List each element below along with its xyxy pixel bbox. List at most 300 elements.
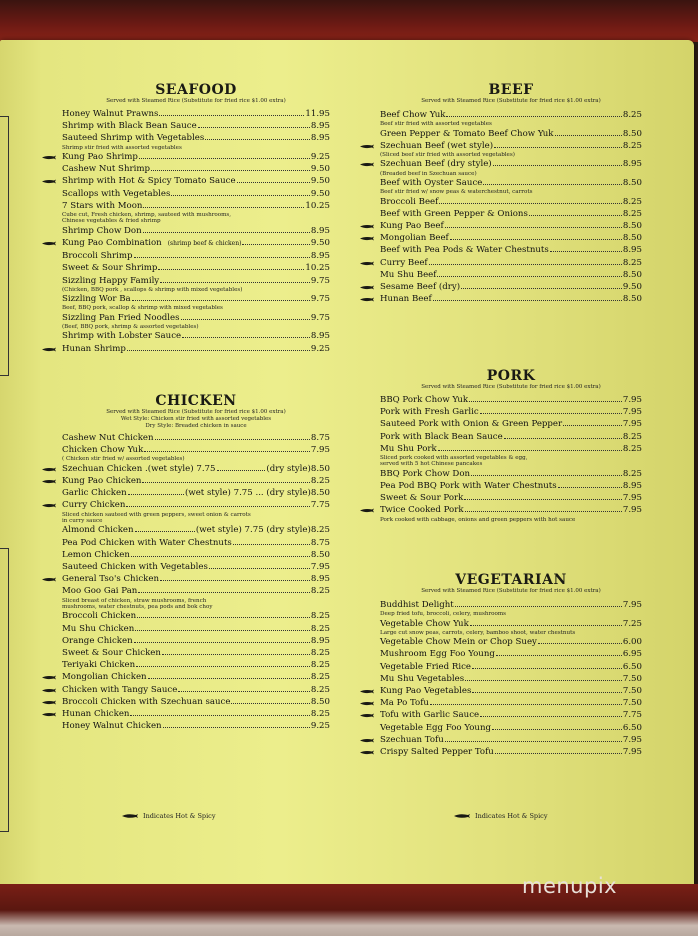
leader-dots	[132, 300, 310, 301]
menu-item	[380, 599, 642, 611]
leader-dots	[495, 753, 622, 754]
menu-item-name: Sweet & Sour Shrimp	[62, 263, 158, 274]
menu-item-price: 6.00	[622, 637, 642, 648]
menu-item	[62, 262, 330, 274]
hot-legend-label: Indicates Hot & Spicy	[143, 812, 216, 820]
leader-dots	[205, 139, 310, 140]
menu-item-name: Shrimp Chow Don	[62, 225, 142, 236]
menu-item	[62, 671, 330, 683]
leader-dots	[151, 170, 310, 171]
leader-dots	[242, 244, 309, 245]
menu-item-description: (Chicken, BBQ pork , scallops & shrimp with mixed vegetables)	[62, 286, 243, 293]
menu-item-price: 9.50	[310, 164, 330, 175]
menu-item-price: 8.95	[310, 251, 330, 262]
menu-item	[380, 269, 642, 281]
menu-item-name: Chicken with Tangy Sauce	[62, 684, 178, 695]
menu-item-style-option: (dry style)	[266, 463, 311, 474]
menu-item	[62, 225, 330, 237]
leader-dots	[181, 319, 310, 320]
leader-dots	[450, 239, 622, 240]
chili-pepper-icon	[360, 144, 374, 149]
menu-item-name: Hunan Shrimp	[62, 343, 126, 354]
leader-dots	[237, 182, 310, 183]
leader-dots	[155, 439, 310, 440]
leader-dots	[135, 630, 310, 631]
menu-item-price: 8.75	[310, 433, 330, 443]
seafood-items	[62, 108, 330, 355]
leader-dots	[198, 127, 310, 128]
menu-item-description: served with 5 hot Chinese pancakes	[380, 461, 483, 468]
menu-item-price: 8.25	[310, 476, 330, 487]
menu-item	[62, 684, 330, 696]
menu-item-price: 7.50	[622, 673, 642, 684]
menu-item-price: 7.50	[622, 698, 642, 709]
leader-dots	[446, 116, 621, 117]
menu-item	[62, 250, 330, 262]
menu-item-price: 8.50	[622, 294, 642, 305]
leader-dots	[130, 715, 309, 716]
menu-item-description: Beef stir fried w/ snow peas & waterchestnut, carrots	[380, 189, 533, 196]
section-note: Wet Style: Chicken stir fried with assorted vegetables	[120, 416, 272, 422]
menu-item-name: Buddhist Delight	[380, 600, 454, 610]
menu-item-name: Szechuan Chicken .(wet style) 7.75	[62, 463, 216, 474]
menu-item	[62, 708, 330, 720]
menu-item-price: 8.25	[310, 586, 330, 597]
menu-item-price: 8.95	[622, 481, 642, 492]
menu-item	[380, 468, 642, 480]
menu-item-price: 7.95	[622, 747, 642, 758]
menu-item	[380, 140, 642, 152]
menu-item	[62, 487, 330, 499]
menu-item-price: 8.50	[310, 549, 330, 560]
chili-pepper-icon	[42, 688, 56, 693]
menu-item-name: Mu Shu Chicken	[62, 623, 135, 634]
watermark: menupix	[522, 874, 618, 898]
menu-item	[380, 406, 642, 418]
menu-item-price: 8.95	[310, 574, 330, 585]
left-page-edge-box	[0, 116, 9, 376]
menu-item-price: 8.25	[310, 611, 330, 622]
menu-item	[62, 549, 330, 561]
leader-dots	[159, 115, 304, 116]
menu-item-name: Shrimp with Black Bean Sauce	[62, 121, 197, 132]
leader-dots	[135, 531, 195, 532]
menu-item-price: 8.25	[622, 468, 642, 479]
menu-item-name: Teriyaki Chicken	[62, 660, 136, 671]
menu-item-name: Curry Beef	[380, 257, 428, 268]
chili-pepper-icon	[42, 675, 56, 680]
menu-item-description: (Beef, BBQ pork, shrimp & assorted vegetables)	[62, 324, 199, 331]
menu-item-name: Chicken Chow Yuk	[62, 445, 144, 456]
menu-item-name: Hunan Beef	[380, 294, 432, 305]
menu-item	[62, 463, 330, 475]
menu-item-price: 8.95	[310, 331, 330, 342]
menu-item-description: Large cut snow peas, carrots, celery, bamboo shoot, water chestnuts	[380, 629, 576, 636]
chili-pepper-icon	[42, 347, 56, 352]
chili-pepper-icon	[42, 479, 56, 484]
menu-item-price: 8.75	[310, 537, 330, 548]
menu-item	[380, 618, 642, 630]
menu-item-name: Mu Shu Vegetables	[380, 673, 465, 684]
menu-item-price: 8.50	[622, 269, 642, 280]
beef-items	[380, 109, 642, 305]
menu-item-price: 8.25	[310, 623, 330, 634]
leader-dots	[529, 215, 622, 216]
menu-item-name: 7 Stars with Moon	[62, 200, 143, 211]
chili-pepper-icon	[360, 750, 374, 755]
menu-item	[380, 244, 642, 256]
menu-item	[62, 659, 330, 671]
chili-pepper-icon	[42, 503, 56, 508]
leader-dots	[493, 165, 622, 166]
chili-pepper-icon	[122, 813, 138, 819]
leader-dots	[144, 451, 310, 452]
menu-item-name: Broccoli Chicken	[62, 611, 137, 622]
leader-dots	[558, 487, 622, 488]
chili-pepper-icon	[42, 241, 56, 246]
leader-dots	[445, 227, 622, 228]
menu-item-name: Almond Chicken	[62, 525, 134, 536]
menu-item	[62, 151, 330, 163]
chili-pepper-icon	[42, 577, 56, 582]
menu-item-price: 8.95	[310, 133, 330, 144]
menu-item-price: 8.50	[310, 696, 330, 707]
menu-item-price: 8.25	[622, 431, 642, 442]
menu-item	[380, 257, 642, 269]
menu-item-price: 7.25	[622, 618, 642, 629]
menu-item	[62, 696, 330, 708]
menu-item-name: Sauteed Shrimp with Vegetables	[62, 133, 205, 144]
leader-dots	[160, 282, 310, 283]
menu-item-price: 8.50	[622, 128, 642, 139]
menu-item-style-option: (wet style) 7.75 (dry style)	[195, 525, 311, 536]
chili-pepper-icon	[360, 297, 374, 302]
menu-item-name: Orange Chicken	[62, 635, 133, 646]
menu-item	[380, 281, 642, 293]
menu-item-description: Deep fried tofu, broccoli, celery, mushrooms	[380, 611, 507, 618]
menu-item-price: 10.25	[305, 200, 330, 211]
leader-dots	[143, 207, 304, 208]
menu-item-name: Beef Chow Yuk	[380, 110, 446, 120]
menu-item-name: BBQ Pork Chow Yuk	[380, 395, 469, 405]
leader-dots	[483, 184, 622, 185]
menu-item-price: 6.50	[622, 722, 642, 733]
menu-item-price: 7.95	[310, 445, 330, 456]
menu-item	[380, 177, 642, 189]
menu-item-name: Cashew Nut Shrimp	[62, 164, 150, 175]
menu-item-name: Curry Chicken	[62, 500, 126, 511]
menu-item-price: 10.25	[305, 263, 330, 274]
menu-item-name: Twice Cooked Pork	[380, 505, 464, 516]
menu-item-name: Honey Walnut Prawns	[62, 109, 159, 119]
menu-item-name: Hunan Chicken	[62, 709, 130, 720]
menu-item	[62, 343, 330, 355]
menu-item-name: Pea Pod BBQ Pork with Water Chestnuts	[380, 481, 557, 492]
leader-dots	[160, 580, 310, 581]
menu-item-name: Kung Pao Shrimp	[62, 152, 138, 163]
menu-item-price: 8.50	[310, 488, 330, 499]
menu-item	[62, 623, 330, 635]
menu-item-name: Kung Pao Vegetables	[380, 686, 472, 697]
leader-dots	[538, 643, 622, 644]
leader-dots	[563, 425, 622, 426]
menu-item-price: 9.75	[310, 294, 330, 305]
menu-item	[380, 208, 642, 220]
menu-item	[62, 188, 330, 200]
chili-pepper-icon	[42, 179, 56, 184]
menu-item-name: Sesame Beef (dry)	[380, 282, 461, 293]
menu-item-name: Honey Walnut Chicken	[62, 721, 162, 732]
menu-item	[380, 418, 642, 430]
menu-item-price: 7.95	[622, 419, 642, 430]
menu-item-name: Ma Po Tofu	[380, 698, 429, 709]
menu-item	[62, 573, 330, 585]
menu-item	[62, 237, 330, 250]
menu-item	[62, 499, 330, 511]
menu-item-price: 7.95	[622, 395, 642, 405]
menu-item	[380, 196, 642, 208]
menu-item-name: Broccoli Shrimp	[62, 251, 133, 262]
hot-legend	[122, 812, 216, 820]
chili-pepper-icon	[42, 155, 56, 160]
hot-legend	[454, 812, 548, 820]
menu-item-price: 11.95	[305, 109, 330, 119]
menu-item-name: General Tso's Chicken	[62, 574, 159, 585]
menu-item	[380, 697, 642, 709]
menu-item	[62, 175, 330, 187]
menu-item-price: 8.95	[622, 245, 642, 256]
menu-item-price: 8.25	[310, 672, 330, 683]
menu-item-name: Kung Pao Combination	[62, 238, 162, 249]
section-note: Served with Steamed Rice (Substitute for fried rice $1.00 extra)	[106, 98, 286, 104]
menu-item-price: 8.25	[622, 257, 642, 268]
menu-item-description: ( Chicken stir fried w/ assorted vegetables)	[62, 456, 185, 463]
leader-dots	[178, 691, 310, 692]
menu-item-name: Sizzling Pan Fried Noodles	[62, 312, 180, 323]
leader-dots	[429, 264, 622, 265]
menu-item-description: Sliced chicken sauteed with green peppers, sweet onion & carrots	[62, 511, 251, 518]
menu-item-name: Kung Pao Beef	[380, 221, 444, 232]
leader-dots	[148, 678, 310, 679]
leader-dots	[480, 413, 622, 414]
menu-item-price: 8.25	[622, 196, 642, 207]
chili-pepper-icon	[360, 713, 374, 718]
menu-item-price: 8.25	[622, 140, 642, 151]
chili-pepper-icon	[360, 224, 374, 229]
menu-item-name: Mu Shu Beef	[380, 269, 437, 280]
menu-item-description: mushrooms, water chestnuts, pea pods and bok choy	[62, 604, 213, 611]
menu-item	[380, 158, 642, 170]
pork-section	[380, 368, 642, 523]
chili-pepper-icon	[360, 738, 374, 743]
chili-pepper-icon	[360, 508, 374, 513]
leader-dots	[455, 606, 622, 607]
leader-dots	[136, 666, 310, 667]
section-note: Served with Steamed Rice (Substitute for fried rice $1.00 extra)	[421, 98, 601, 104]
chili-pepper-icon	[360, 701, 374, 706]
menu-item	[380, 734, 642, 746]
leader-dots	[472, 692, 621, 693]
leader-dots	[492, 729, 622, 730]
chicken-items	[62, 432, 330, 733]
menu-item-name: Broccoli Chicken with Szechuan sauce	[62, 696, 231, 707]
menu-item-name: Shrimp with Hot & Spicy Tomato Sauce	[62, 176, 236, 187]
menu-item-price: 9.50	[310, 176, 330, 187]
menu-item-description: Sliced pork cooked with assorted vegetables & egg,	[380, 455, 528, 462]
menu-item-price: 9.25	[310, 152, 330, 163]
menu-item-price: 9.25	[310, 343, 330, 354]
leader-dots	[469, 401, 622, 402]
menu-item-price: 8.25	[622, 208, 642, 219]
chili-pepper-icon	[42, 467, 56, 472]
menu-item-price: 9.50	[622, 282, 642, 293]
chili-pepper-icon	[360, 285, 374, 290]
chili-pepper-icon	[360, 261, 374, 266]
vegetarian-section	[380, 572, 642, 758]
menu-item-name: BBQ Pork Chow Don	[380, 468, 471, 479]
leader-dots	[139, 158, 310, 159]
menu-item	[62, 108, 330, 120]
menu-item	[62, 432, 330, 444]
menu-item	[380, 661, 642, 673]
menu-item	[380, 636, 642, 648]
menu-item	[380, 480, 642, 492]
leader-dots	[126, 506, 309, 507]
menu-item-price: 8.25	[310, 660, 330, 671]
menu-item	[380, 293, 642, 305]
menu-item-price: 8.95	[310, 121, 330, 132]
section-title-vegetarian: VEGETARIAN	[455, 572, 567, 588]
menu-item-description: Cube cut, Fresh chicken, shrimp, sauteed with mushrooms,	[62, 212, 232, 219]
menu-item-price: 6.50	[622, 661, 642, 672]
leader-dots	[162, 654, 310, 655]
menu-item	[62, 444, 330, 456]
menu-item-description: in curry sauce	[62, 518, 103, 525]
leader-dots	[231, 703, 309, 704]
leader-dots	[128, 494, 184, 495]
chili-pepper-icon	[454, 813, 470, 819]
leader-dots	[142, 482, 309, 483]
menu-item	[380, 648, 642, 660]
menu-item	[380, 492, 642, 504]
chili-pepper-icon	[360, 689, 374, 694]
leader-dots	[465, 680, 622, 681]
menu-item-name: Shrimp with Lobster Sauce	[62, 331, 182, 342]
beef-section	[380, 82, 642, 305]
menu-item-price: 8.25	[310, 684, 330, 695]
leader-dots	[217, 470, 266, 471]
leader-dots	[143, 232, 310, 233]
menu-item-price: 7.50	[622, 686, 642, 697]
menu-item-price: 8.25	[310, 525, 330, 536]
section-title-pork: PORK	[486, 368, 536, 384]
menu-item-name: Mushroom Egg Foo Young	[380, 649, 495, 660]
menu-item-price: 8.95	[310, 635, 330, 646]
menu-item-price: 9.75	[310, 312, 330, 323]
leader-dots	[127, 350, 310, 351]
leader-dots	[433, 300, 622, 301]
table-background-top	[0, 0, 698, 42]
leader-dots	[504, 438, 622, 439]
menu-item-name: Szechuan Beef (dry style)	[380, 159, 492, 170]
leader-dots	[494, 147, 622, 148]
menu-item-name: Pea Pod Chicken with Water Chestnuts	[62, 537, 232, 548]
menu-item-description: Beef stir fried with assorted vegetables	[380, 121, 492, 128]
leader-dots	[472, 668, 622, 669]
menu-item	[62, 132, 330, 144]
menu-item-price: 8.25	[310, 709, 330, 720]
section-note: Served with Steamed Rice (Substitute for fried rice $1.00 extra)	[421, 384, 601, 390]
menu-item	[62, 330, 330, 342]
menu-item	[62, 720, 330, 732]
menu-item-name: Pork with Fresh Garlic	[380, 407, 479, 418]
leader-dots	[131, 556, 310, 557]
menu-item	[62, 293, 330, 305]
chili-pepper-icon	[360, 236, 374, 241]
menu-item-name: Lemon Chicken	[62, 549, 130, 560]
leader-dots	[437, 276, 621, 277]
menu-item-name: Mongolian Beef	[380, 233, 449, 244]
menu-item	[62, 635, 330, 647]
menu-item	[62, 537, 330, 549]
menu-item-price: 8.50	[622, 233, 642, 244]
menu-item-description: Chinese vegetables & fried shrimp	[62, 218, 161, 225]
leader-dots	[137, 617, 310, 618]
menu-item-name: Sizzling Happy Family	[62, 275, 160, 286]
seafood-section	[62, 82, 330, 355]
section-title-chicken: CHICKEN	[155, 393, 237, 409]
chili-pepper-icon	[42, 712, 56, 717]
pork-items	[380, 394, 642, 523]
menu-item-price: 9.25	[310, 721, 330, 732]
menu-item-name: Beef with Pea Pods & Water Chestnuts	[380, 245, 549, 256]
menu-item	[380, 746, 642, 758]
menu-item	[62, 585, 330, 597]
leader-dots	[138, 592, 310, 593]
menu-item-name: Sweet & Sour Chicken	[62, 648, 161, 659]
menu-item	[380, 109, 642, 121]
leader-dots	[439, 203, 622, 204]
hot-legend-label: Indicates Hot & Spicy	[475, 812, 548, 820]
menu-item-price: 8.25	[622, 110, 642, 120]
menu-item-description: Beef, BBQ pork, scallop & shrimp with mixed vegetables	[62, 305, 223, 312]
menu-item-price: 9.50	[310, 188, 330, 199]
menu-item-name: Garlic Chicken	[62, 488, 127, 499]
menu-item-price: 7.95	[310, 562, 330, 573]
menu-item-name: Crispy Salted Pepper Tofu	[380, 747, 494, 758]
menu-item-name: Vegetable Chow Yuk	[380, 618, 469, 629]
menu-item-price: 7.95	[622, 493, 642, 504]
leader-dots	[461, 288, 622, 289]
menu-item-description: Pork cooked with cabbage, onions and green peppers with hot sauce	[380, 516, 576, 523]
leader-dots	[464, 499, 622, 500]
menu-item-name: Cashew Nut Chicken	[62, 433, 154, 443]
menu-item-price: 7.75	[310, 500, 330, 511]
menu-item	[380, 685, 642, 697]
leader-dots	[209, 568, 310, 569]
menu-item	[62, 524, 330, 536]
menu-item	[380, 232, 642, 244]
section-title-beef: BEEF	[488, 82, 534, 98]
menu-item-description: (Sliced beef stir fried with assorted vegetables)	[380, 152, 515, 159]
leader-dots	[470, 625, 622, 626]
left-page-edge-box	[0, 548, 9, 832]
menu-item-price: 9.50	[310, 238, 330, 249]
menu-item-name: Szechuan Beef (wet style)	[380, 140, 494, 151]
menu-item-price: 8.25	[622, 443, 642, 454]
section-note: Dry Style: Breaded chicken in sauce	[145, 423, 247, 429]
menu-item-name: Szechuan Tofu	[380, 734, 444, 745]
